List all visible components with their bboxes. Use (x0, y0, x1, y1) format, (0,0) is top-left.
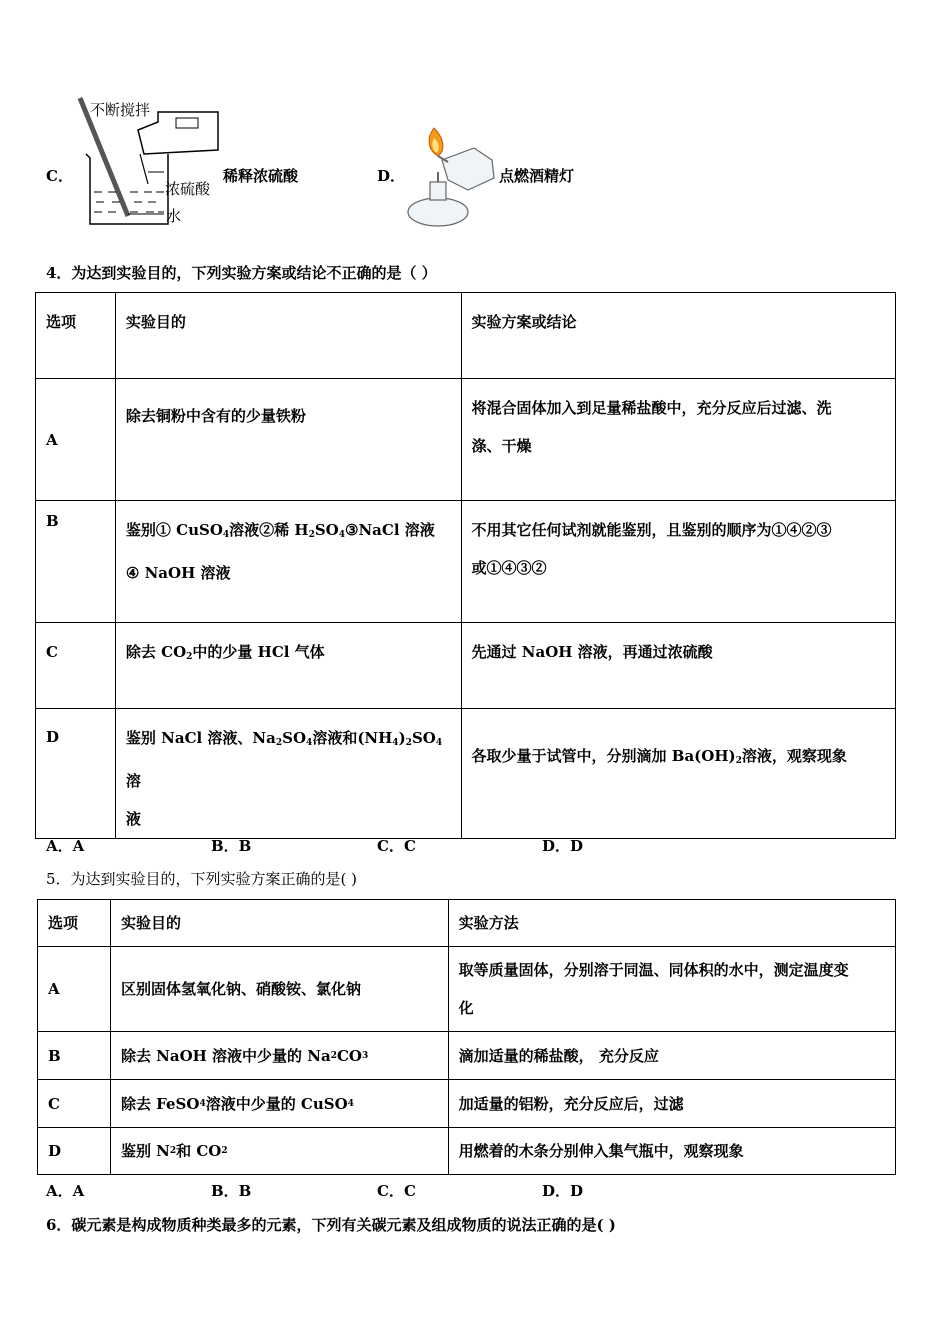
plan-text: 不用其它任何试剂就能鉴别，且鉴别的顺序为①④②③ 或①④③② (471, 521, 832, 577)
choice-b[interactable]: B．B (211, 1182, 252, 1200)
header-plan: 实验方案或结论 (471, 313, 577, 331)
acid-label: 浓硫酸 (165, 180, 211, 198)
header-goal: 实验目的 (125, 313, 186, 331)
lamp-neck (430, 182, 446, 200)
choice-d[interactable]: D．D (542, 1182, 584, 1200)
table-header-row (38, 900, 896, 947)
plan-text: 将混合固体加入到足量稀盐酸中，充分反应后过滤、洗 涤、干燥 (471, 399, 832, 455)
choice-c[interactable]: C．C (377, 1182, 416, 1200)
goal-text: 鉴别① CuSO$_4$溶液②稀 $H_2SO_4③NaCl$ 溶液 ④ NaOH 溶液 (125, 521, 435, 582)
option-label: A (48, 980, 60, 998)
option-d-caption: 点燃酒精灯 (499, 167, 575, 185)
q4-choices (46, 835, 646, 855)
water-label: 水 (166, 207, 182, 225)
option-c-letter: C． (46, 167, 73, 185)
option-label: D (48, 1142, 62, 1160)
option-label: B (48, 1046, 61, 1065)
table-row (38, 1032, 896, 1080)
choice-a[interactable]: A．A (46, 837, 85, 855)
table-row (36, 501, 896, 623)
goal-text: 除去 FeSO 4 溶液中少量的 CuSO 4 (120, 1094, 354, 1113)
table-row (36, 379, 896, 501)
header-goal: 实验目的 (120, 914, 181, 932)
table-row (38, 1128, 896, 1175)
method-text: 取等质量固体，分别溶于同温、同体积的水中，测定温度变 化 (458, 961, 849, 1017)
goal-text: 除去 NaOH 溶液中少量的 Na 2 CO 3 (120, 1046, 369, 1065)
method-text: 用燃着的木条分别伸入集气瓶中，观察现象 (458, 1142, 744, 1160)
goal-text: 鉴别 N 2 和 CO 2 (120, 1142, 228, 1160)
q4-stem: 4．为达到实验目的，下列实验方案或结论不正确的是（ ） (46, 264, 437, 282)
option-label: C (48, 1094, 60, 1113)
table-header-row (36, 293, 896, 379)
table-row (38, 947, 896, 1032)
goal-text: 鉴别 NaCl 溶液、$Na_2SO_4$溶液和$(NH_4)_2SO_4$溶 液 (125, 729, 443, 828)
choice-a[interactable]: A．A (46, 1182, 85, 1200)
option-label: C (46, 643, 58, 661)
option-d-letter: D． (377, 167, 406, 185)
goal-text: 除去 $CO_2$中的少量 HCl 气体 (125, 643, 325, 662)
choice-b[interactable]: B．B (211, 837, 252, 855)
q5-choices (46, 1180, 646, 1200)
choice-c[interactable]: C．C (377, 837, 416, 855)
table-row (36, 623, 896, 709)
header-method: 实验方法 (458, 914, 519, 932)
option-c-caption: 稀释浓硫酸 (223, 167, 299, 185)
q4-table (35, 292, 896, 839)
option-label: A (46, 430, 58, 449)
table-row (36, 709, 896, 839)
header-option: 选项 (48, 914, 79, 932)
q5-stem: 5．为达到实验目的，下列实验方案正确的是( ) (46, 870, 358, 888)
q6-stem: 6．碳元素是构成物质种类最多的元素，下列有关碳元素及组成物质的说法正确的是( ) (46, 1216, 616, 1234)
header-option: 选项 (46, 313, 77, 331)
goal-text: 除去铜粉中含有的少量铁粉 (125, 407, 306, 425)
option-label: D (46, 727, 60, 746)
stir-label: 不断搅拌 (90, 101, 151, 119)
water-level (94, 192, 164, 212)
method-text: 加适量的铝粉，充分反应后，过滤 (458, 1094, 684, 1113)
table-row (38, 1080, 896, 1128)
q5-table (37, 899, 896, 1175)
goal-text: 区别固体氢氧化钠、硝酸铵、氯化钠 (120, 980, 361, 998)
plan-text: 先通过 NaOH 溶液，再通过浓硫酸 (471, 643, 713, 661)
option-label: B (46, 511, 59, 530)
method-text: 滴加适量的稀盐酸， 充分反应 (458, 1046, 659, 1065)
plan-text: 各取少量于试管中，分别滴加 $Ba(OH)_2$溶液，观察现象 (471, 747, 847, 766)
tilted-lamp (442, 148, 494, 190)
acid-stream (140, 154, 148, 184)
alcohol-lamp-diagram (404, 120, 504, 230)
choice-d[interactable]: D．D (542, 837, 584, 855)
lamp-base (408, 198, 468, 226)
